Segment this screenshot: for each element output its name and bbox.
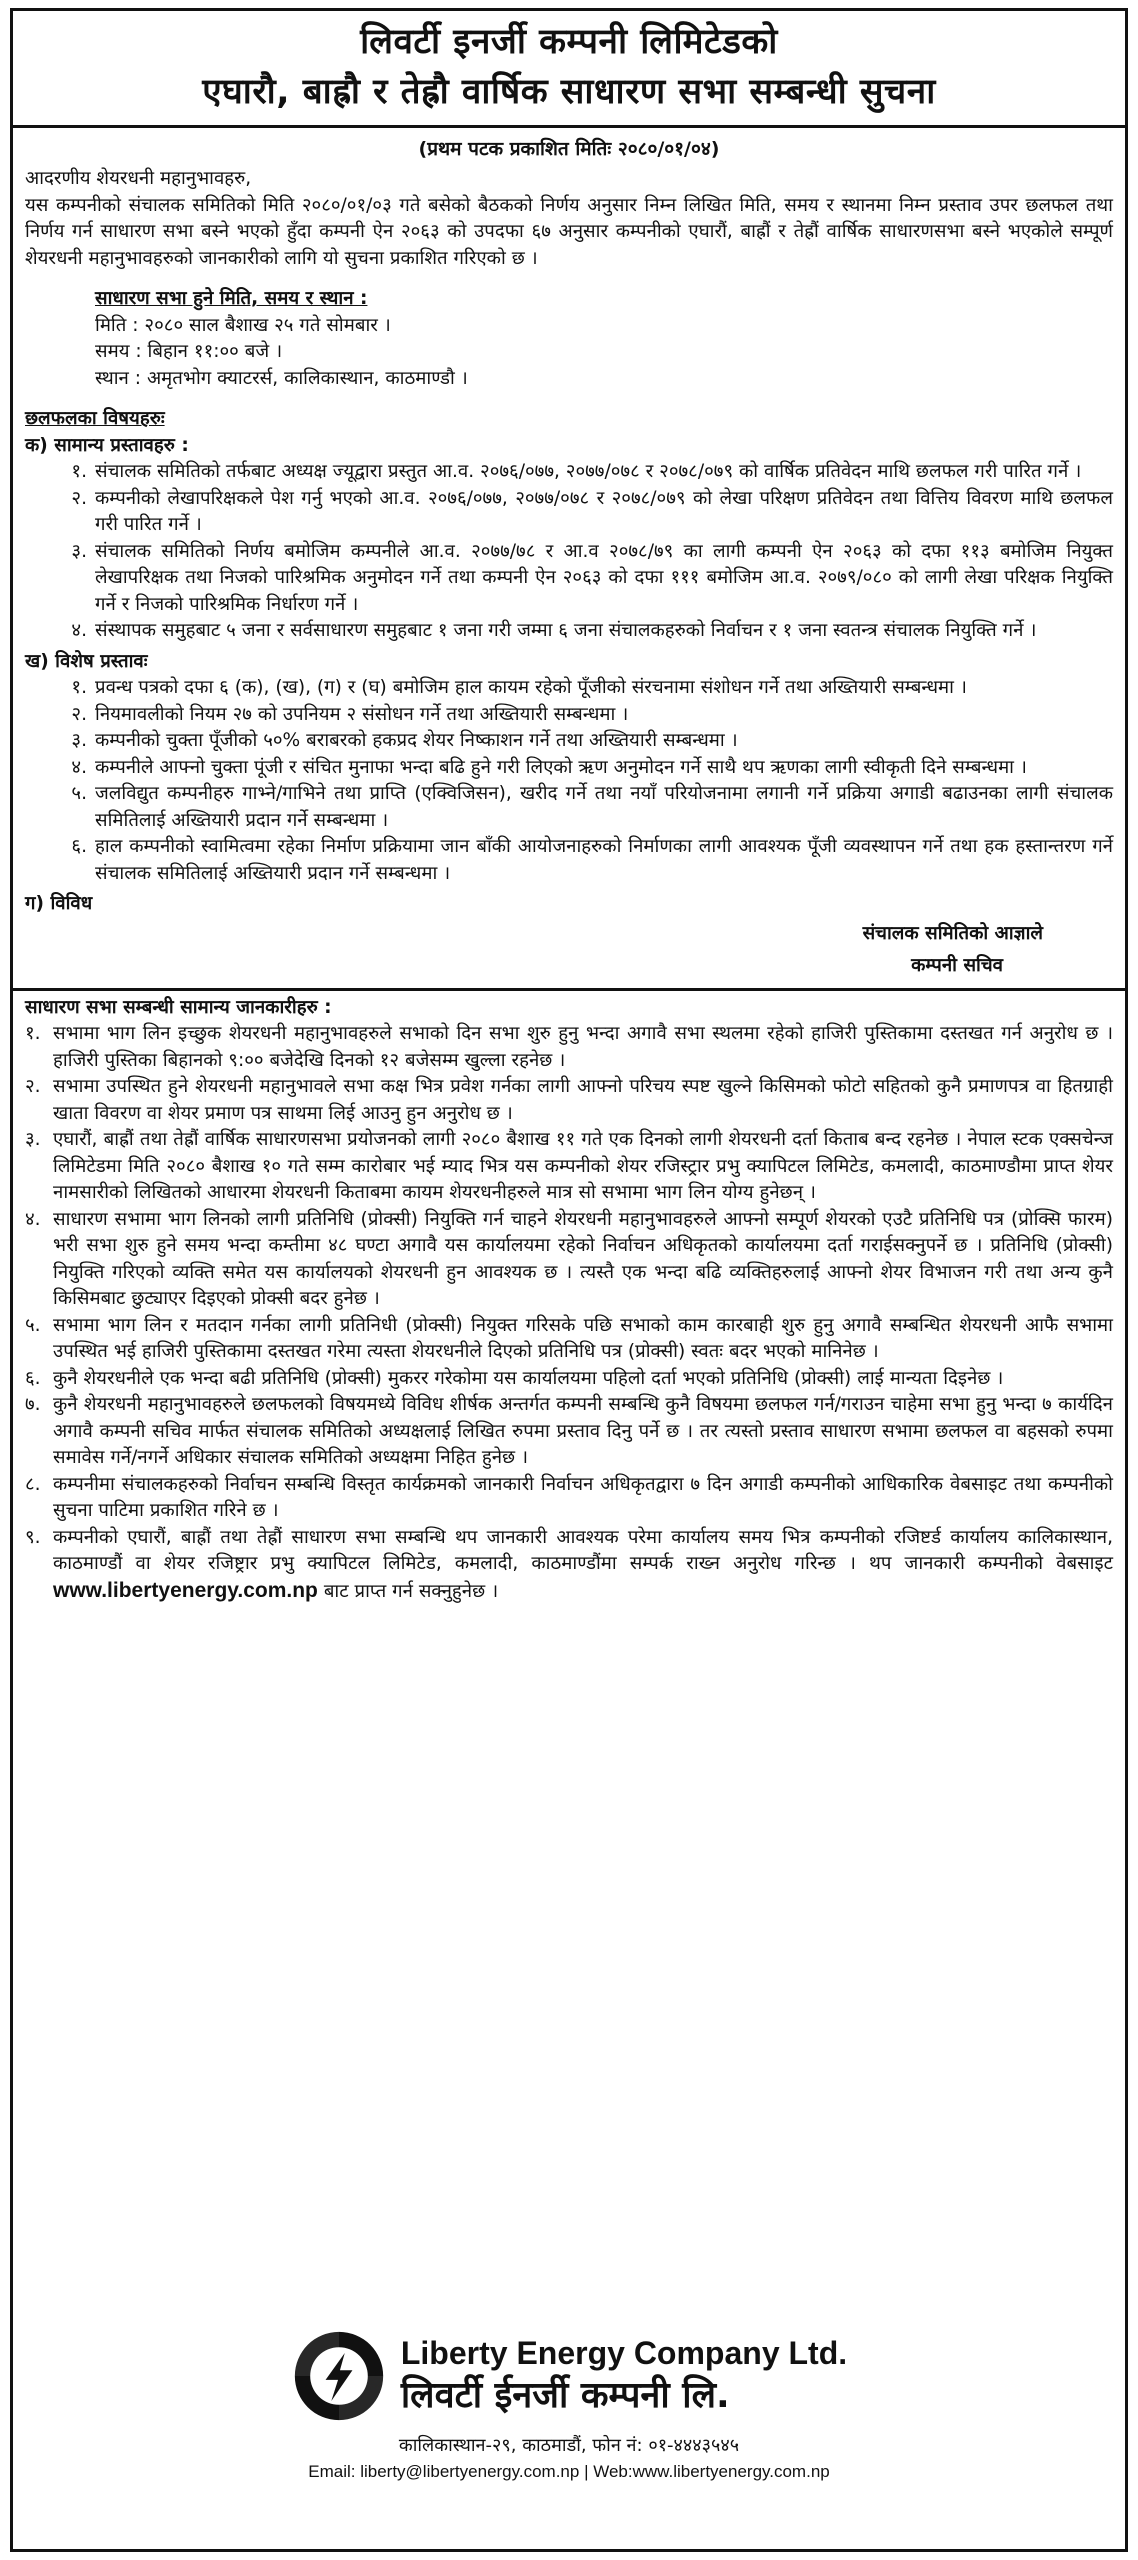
list-item: २. कम्पनीको लेखापरिक्षकले पेश गर्नु भएको आ.व. २०७६/०७७, २०७७/०७८ र २०७८/०७९ को लेखा परिक्षण प्रतिवेदन तथा वित्तिय विवरण माथि छलफल गरी पारित गर्ने । <box>71 487 1113 535</box>
list-item: ५. जलविद्युत कम्पनीहरु गाभ्ने/गाभिने तथा प्राप्ति (एक्विजिसन), खरीद गर्ने तथा नयाँ परियोजनामा लगानी गर्ने प्रक्रिया अगाडी बढाउनका लागी संचालक समितिलाई अख्तियारी प्रदान गर्ने सम्बन्धमा । <box>71 783 1113 831</box>
special-proposals-title: ख) विशेष प्रस्तावः <box>25 650 148 672</box>
list-item: २. नियमावलीको नियम २७ को उपनियम २ संसोधन गर्ने तथा अख्तियारी सम्बन्धमा । <box>71 703 629 725</box>
list-item: ४. कम्पनीले आफ्नो चुक्ता पूंजी र संचित मुनाफा भन्दा बढि हुने गरी लिएको ऋण अनुमोदन गर्ने साथै थप ऋणका लागी स्वीकृती दिने सम्बन्धमा । <box>71 756 1027 778</box>
footer <box>13 2324 1125 2549</box>
signature-line2: कम्पनी सचिव <box>911 954 1003 976</box>
signature-line1: संचालक समितिको आज्ञाले <box>862 922 1043 944</box>
list-item: ३. संचालक समितिको निर्णय बमोजिम कम्पनीले आ.व. २०७७/७८ र आ.व २०७८/७९ का लागी कम्पनी ऐन २०६३ को दफा ११३ बमोजिम नियुक्त लेखापरिक्षक तथा निजको पारिश्रमिक अनुमोदन गर्ने तथा कम्पनी ऐन २०६३ को दफा १११ बमोजिम आ.व. २०७९/०८० को लागी लेखा परिक्षक नियुक्ति गर्ने र निजको पारिश्रमिक निर्धारण गर्ने । <box>71 540 1113 615</box>
list-item: ३. एघारौं, बाह्रौं तथा तेह्रौं वार्षिक साधारणसभा प्रयोजनको लागी २०८० बैशाख ११ गते एक दिनको लागी शेयरधनी दर्ता किताब बन्द रहनेछ । नेपाल स्टक एक्सचेन्ज लिमिटेडमा मिति २०८० बैशाख १० गते सम्म कारोबार भई म्याद भित्र यस कम्पनीको शेयर रजिस्ट्रार प्रभु क्यापिटल लिमिटेड, कमलादी, काठमाण्डौमा प्राप्त शेयर नामसारीको लिखितको आधारमा शेयरधनी किताबमा कायम शेयरधनीहरुले मात्र सो सभामा भाग लिन योग्य हुनेछन् । <box>25 1129 1113 1203</box>
company-name-np: लिवर्टी ईनर्जी कम्पनी लि. <box>400 2375 730 2416</box>
notice-content <box>13 166 1125 1605</box>
list-item: १. संचालक समितिको तर्फबाट अध्यक्ष ज्यूद्वारा प्रस्तुत आ.व. २०७६/०७७, २०७७/०७८ र २०७८/०७९ को वार्षिक प्रतिवेदन माथि छलफल गरी पारित गर्ने । <box>71 461 1082 482</box>
meeting-heading: साधारण सभा हुने मिति, समय र स्थान : <box>95 288 368 309</box>
notice-title-line2: एघारौ, बाह्रौ र तेह्रौ वार्षिक साधारण सभा सम्बन्धी सुचना <box>202 72 936 112</box>
notice-page <box>10 8 1128 2552</box>
list-item: २. सभामा उपस्थित हुने शेयरधनी महानुभावले सभा कक्ष भित्र प्रवेश गर्नका लागी आफ्नो परिचय स्पष्ट खुल्ने किसिमको फोटो सहितको कुनै प्रमाणपत्र वा हितग्राही खाता विवरण वा शेयर प्रमाण पत्र साथमा लिई आउनु हुन अनुरोध छ । <box>25 1076 1113 1124</box>
company-logo <box>13 2328 1125 2424</box>
agenda-title: छलफलका विषयहरुः <box>25 408 165 429</box>
list-item: ३. कम्पनीको चुक्ता पूँजीको ५०% बराबरको हकप्रद शेयर निष्काशन गर्ने तथा अख्तियारी सम्बन्धमा । <box>71 730 738 751</box>
list-item: ६. हाल कम्पनीको स्वामित्वमा रहेका निर्माण प्रक्रियामा जान बाँकी आयोजनाहरुको निर्माणका लागी आवश्यक पूँजी व्यवस्थापन गर्ने तथा हक हस्तान्तरण गर्ने संचालक समितिलाई अख्तियारी प्रदान गर्ने सम्बन्धमा । <box>71 836 1113 884</box>
publication-date: (प्रथम पटक प्रकाशित मितिः २०८०/०१/०४) <box>418 138 720 160</box>
list-item: १. प्रवन्ध पत्रको दफा ६ (क), (ख), (ग) र (घ) बमोजिम हाल कायम रहेको पूँजीको संरचनामा संशोधन गर्ने तथा अख्तियारी सम्बन्धमा । <box>71 677 967 698</box>
list-item: ४. संस्थापक समुहबाट ५ जना र सर्वसाधारण समुहबाट १ जना गरी जम्मा ६ जना संचालकहरुको निर्वाचन र १ जना स्वतन्त्र संचालक नियुक्ति गर्ने । <box>71 620 1037 641</box>
company-name-en: Liberty Energy Company Ltd. <box>400 2335 848 2371</box>
general-info-title: साधारण सभा सम्बन्धी सामान्य जानकारीहरु : <box>25 996 332 1018</box>
lightning-swirl-logo-icon <box>291 2328 387 2424</box>
list-item: ४. साधारण सभामा भाग लिनको लागी प्रतिनिधि (प्रोक्सी) नियुक्ति गर्न चाहने शेयरधनी महानुभावहरुले आफ्नो सम्पूर्ण शेयरको एउटै प्रतिनिधि पत्र (प्रोक्सि फारम) भरी सभा शुरु हुने समय भन्दा कम्तीमा ४८ घण्टा अगावै यस कार्यालयमा रहेको निर्वाचन अधिकृतको कार्यालयमा दर्ता गराईसक्नुपर्ने छ । प्रतिनिधि (प्रोक्सी) नियुक्ति गरिएको व्यक्ति समेत यस कार्यालयको शेयरधनी हुन आवश्यक छ । त्यस्तै एक भन्दा बढि व्यक्तिहरुलाई आफ्नो शेयर विभाजन गरी तथा अन्य कुनै किसिमबाट छुट्याएर दिइएको प्रोक्सी बदर हुनेछ । <box>25 1208 1113 1309</box>
meeting-date: मिति : २०८० साल बैशाख २५ गते सोमबार । <box>95 314 391 336</box>
salutation: आदरणीय शेयरधनी महानुभावहरु, <box>25 168 252 189</box>
company-contact[interactable]: Email: liberty@libertyenergy.com.np | Web:www.libertyenergy.com.np <box>308 2462 830 2481</box>
meeting-time: समय : बिहान ११:०० बजे । <box>95 341 283 362</box>
notice-header <box>13 11 1125 128</box>
list-item: ८. कम्पनीमा संचालकहरुको निर्वाचन सम्बन्धि विस्तृत कार्यक्रमको जानकारी निर्वाचन अधिकृतद्वारा ७ दिन अगाडी कम्पनीको आधिकारिक वेबसाइट तथा कम्पनीको सुचना पाटिमा प्रकाशित गरिने छ । <box>25 1473 1113 1521</box>
list-item: ६. कुनै शेयरधनीले एक भन्दा बढी प्रतिनिधि (प्रोक्सी) मुकरर गरेकोमा यस कार्यालयमा पहिलो दर्ता भएको प्रतिनिधि (प्रोक्सी) लाई मान्यता दिइनेछ । <box>25 1367 1004 1389</box>
notice-title-line1: लिवर्टी इनर्जी कम्पनी लिमिटेडको <box>360 22 778 62</box>
meeting-venue: स्थान : अमृतभोग क्याटरर्स, कालिकास्थान, काठमाण्डौ । <box>95 367 468 389</box>
signature-block <box>25 918 1113 982</box>
general-proposals-title: क) सामान्य प्रस्तावहरु : <box>25 434 189 456</box>
website-link[interactable]: www.libertyenergy.com.np <box>53 1578 318 1602</box>
intro-paragraph: यस कम्पनीको संचालक समितिको मिति २०८०/०१/०३ गते बसेको बैठकको निर्णय अनुसार निम्न लिखित मिति, समय र स्थानमा निम्न प्रस्ताव उपर छलफल तथा निर्णय गर्न साधारण सभा बस्ने भएको हुँदा कम्पनी ऐन २०६३ को उपदफा ६७ अनुसार कम्पनीको एघारौं, बाह्रौं र तेह्रौं वार्षिक साधारणसभा बस्ने भएकोले सम्पूर्ण शेयरधनी महानुभावहरुको जानकारीको लागि यो सुचना प्रकाशित गरिएको छ । <box>25 194 1113 269</box>
section-divider <box>13 988 1125 991</box>
list-item: ५. सभामा भाग लिन र मतदान गर्नका लागी प्रतिनिधी (प्रोक्सी) नियुक्त गरिसके पछि सभाको काम कारबाही शुरु हुनु अगावै सम्बन्धित शेयरधनी आफै सभामा उपस्थित भई हाजिरी पुस्तिकामा दस्तखत गरेमा त्यस्ता शेयरधनीले दिएको प्रतिनिधि पत्र (प्रोक्सी) स्वतः बदर भएको मानिनेछ । <box>25 1314 1113 1362</box>
list-item: १. सभामा भाग लिन इच्छुक शेयरधनी महानुभावहरुले सभाको दिन सभा शुरु हुनु भन्दा अगावै सभा स्थलमा रहेको हाजिरी पुस्तिकामा दस्तखत गर्न अनुरोध छ । हाजिरी पुस्तिका बिहानको ९:०० बजेदेखि दिनको १२ बजेसम्म खुल्ला रहनेछ । <box>25 1023 1113 1071</box>
company-address: कालिकास्थान-२९, काठमाडौं, फोन नं: ०१-४४४३५४५ <box>398 2435 740 2456</box>
list-item: ९. कम्पनीको एघारौं, बाह्रौं तथा तेह्रौं साधारण सभा सम्बन्धि थप जानकारी आवश्यक परेमा कार्यालय समय भित्र कम्पनीको रजिष्टर्ड कार्यालय कालिकास्थान, काठमाण्डौं वा शेयर रजिष्ट्रार प्रभु क्यापिटल लिमिटेड, कमलादी, काठमाण्डौंमा सम्पर्क राख्न अनुरोध गरिन्छ । थप जानकारी कम्पनीको वेबसाइट www.libertyenergy.com.np बाट प्राप्त गर्न सक्नुहुनेछ । <box>25 1526 1113 1602</box>
misc-title: ग) विविध <box>25 893 93 914</box>
list-item: ७. कुनै शेयरधनी महानुभावहरुले छलफलको विषयमध्ये विविध शीर्षक अन्तर्गत कम्पनी सम्बन्धि कुनै विषयमा छलफल गर्न/गराउन चाहेमा सभा हुनु भन्दा ७ कार्यदिन अगावै कम्पनी सचिव मार्फत संचालक समितिको अध्यक्षलाई लिखित रुपमा प्रस्ताव दिनु पर्ने छ । तर त्यस्तो प्रस्ताव साधारण सभामा छलफल वा बहसको रुपमा समावेस गर्ने/नगर्ने अधिकार संचालक समितिको अध्यक्षमा निहित हुनेछ । <box>25 1394 1113 1468</box>
